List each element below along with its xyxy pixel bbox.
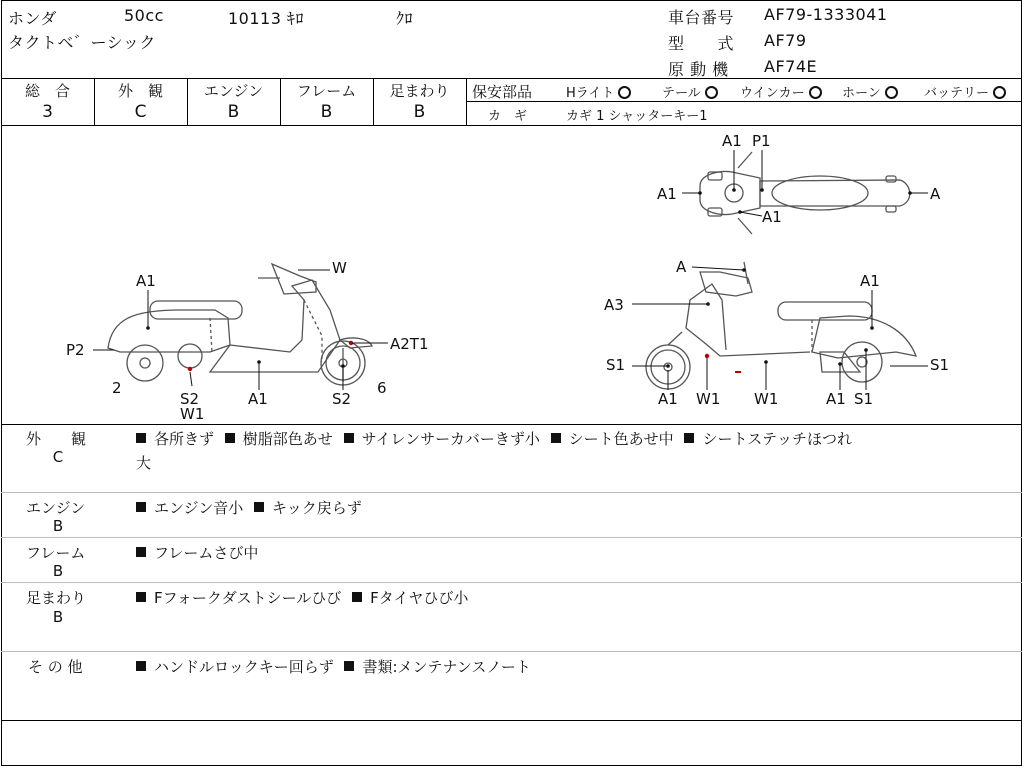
type-value: AF79 xyxy=(764,31,807,50)
label-top: P1 xyxy=(752,132,771,150)
suspension-grade-label: 足まわり xyxy=(389,82,450,100)
remark-items xyxy=(136,656,531,677)
divider xyxy=(1,537,1022,538)
frame-no-label: 車台番号 xyxy=(668,8,735,27)
ok-mark-icon xyxy=(885,86,898,99)
damage-marks xyxy=(188,341,741,373)
divider xyxy=(1,78,1022,79)
label-side-right: S1 xyxy=(854,390,874,408)
top-view-scooter xyxy=(700,152,910,234)
label-side-right: A1 xyxy=(860,272,880,290)
remark-label: フレーム xyxy=(26,544,86,562)
label-side-left: P2 xyxy=(66,341,85,359)
remark-grade: B xyxy=(52,608,64,626)
remark-items xyxy=(136,428,852,449)
label-side-right: A3 xyxy=(604,296,624,314)
remark-label: そ の 他 xyxy=(28,658,83,676)
overall-label: 総 合 xyxy=(24,82,70,100)
remark-item: シート色あせ中 xyxy=(568,430,674,448)
remark-items xyxy=(136,542,258,563)
key-value: カギ 1 シャッターキー1 xyxy=(566,109,708,124)
divider xyxy=(1,492,1022,493)
exterior-grade: C xyxy=(134,102,147,122)
engine-label: 原 動 機 xyxy=(668,60,729,79)
model-name: タクトベ゛ーシック xyxy=(8,33,156,52)
engine-grade: B xyxy=(227,102,240,122)
remark-item: ハンドルロックキー回らず xyxy=(154,658,334,676)
remark-grade: B xyxy=(52,517,64,535)
type-label: 型 式 xyxy=(668,34,735,53)
remark-item: 樹脂部色あせ xyxy=(242,430,333,448)
frame-grade: B xyxy=(320,102,333,122)
label-side-right: S1 xyxy=(606,356,626,374)
remark-item-continued: 大 xyxy=(136,454,152,472)
remark-label: 足まわり xyxy=(26,589,87,607)
safety-label: 保安部品 xyxy=(472,83,533,101)
ok-mark-icon xyxy=(809,86,822,99)
remark-items xyxy=(136,497,362,518)
divider xyxy=(1,720,1022,721)
remark-label: エンジン xyxy=(26,499,86,517)
bullet-icon xyxy=(136,502,146,512)
label-side-left: 6 xyxy=(377,379,387,397)
frame-no: AF79-1333041 xyxy=(764,5,888,24)
scooter-diagram xyxy=(0,126,1022,424)
bullet-icon xyxy=(225,433,235,443)
maker: ホンダ xyxy=(8,9,57,28)
engine-value: AF74E xyxy=(764,57,818,76)
remark-items xyxy=(136,587,468,608)
suspension-grade: B xyxy=(413,102,426,122)
remark-item: Fフォークダストシールひび xyxy=(154,589,342,607)
bullet-icon xyxy=(136,547,146,557)
exterior-label: 外 観 xyxy=(117,82,163,100)
divider xyxy=(1,424,1022,425)
safety-item-winker: ウインカー xyxy=(740,82,822,101)
label-top: A1 xyxy=(762,208,782,226)
divider xyxy=(1,651,1022,652)
remark-grade: C xyxy=(52,448,64,466)
displacement: 50cc xyxy=(124,6,164,25)
divider xyxy=(1,582,1022,583)
frame-grade-label: フレーム xyxy=(296,82,357,100)
label-side-right: A xyxy=(676,258,687,276)
bullet-icon xyxy=(136,661,146,671)
ok-mark-icon xyxy=(705,86,718,99)
bullet-icon xyxy=(684,433,694,443)
remark-label: 外 観 xyxy=(26,430,87,448)
ok-mark-icon xyxy=(993,86,1006,99)
bullet-icon xyxy=(254,502,264,512)
divider xyxy=(466,101,1022,102)
overall-grade: 3 xyxy=(42,102,53,122)
mileage: 10113 ｷﾛ xyxy=(228,9,304,28)
ok-mark-icon xyxy=(618,86,631,99)
label-side-right: A1 xyxy=(826,390,846,408)
label-top: A1 xyxy=(657,185,677,203)
safety-item-tail: テール xyxy=(662,82,718,101)
divider xyxy=(466,78,467,125)
remark-item: シートステッチほつれ xyxy=(702,430,853,448)
label-top: A1 xyxy=(722,132,742,150)
safety-item-horn: ホーン xyxy=(842,82,898,101)
bullet-icon xyxy=(344,661,354,671)
label-side-right: W1 xyxy=(696,390,721,408)
label-side-left: A2T1 xyxy=(390,335,429,353)
leader-lines xyxy=(93,150,928,390)
remark-item: キック戻らず xyxy=(272,499,362,517)
key-label: カ ギ xyxy=(488,109,528,124)
remark-grade: B xyxy=(52,562,64,580)
label-side-right: A1 xyxy=(658,390,678,408)
safety-item-battery: バッテリー xyxy=(924,82,1006,101)
remark-item: 各所きず xyxy=(154,430,215,448)
label-top: A xyxy=(930,185,941,203)
remark-item: Fタイヤひび小 xyxy=(370,589,469,607)
label-side-left: 2 xyxy=(112,379,122,397)
safety-item-headlight: Hライト xyxy=(566,82,631,101)
label-side-left: S2 xyxy=(332,390,352,408)
bullet-icon xyxy=(551,433,561,443)
remark-item: フレームさび中 xyxy=(154,544,259,562)
bullet-icon xyxy=(352,592,362,602)
label-side-left: W1 xyxy=(180,405,205,423)
label-side-right: S1 xyxy=(930,356,950,374)
label-side-left: W xyxy=(332,259,347,277)
bullet-icon xyxy=(344,433,354,443)
bullet-icon xyxy=(136,433,146,443)
remark-item: 書類:メンテナンスノート xyxy=(362,658,531,676)
label-side-left: A1 xyxy=(248,390,268,408)
label-side-left: S2 xyxy=(180,390,200,408)
color: ｸﾛ xyxy=(396,9,414,28)
label-side-left: A1 xyxy=(136,272,156,290)
bullet-icon xyxy=(136,592,146,602)
remark-item: サイレンサーカバーきず小 xyxy=(361,430,540,448)
label-side-right: W1 xyxy=(754,390,779,408)
remark-item: エンジン音小 xyxy=(154,499,244,517)
engine-grade-label: エンジン xyxy=(203,82,264,100)
